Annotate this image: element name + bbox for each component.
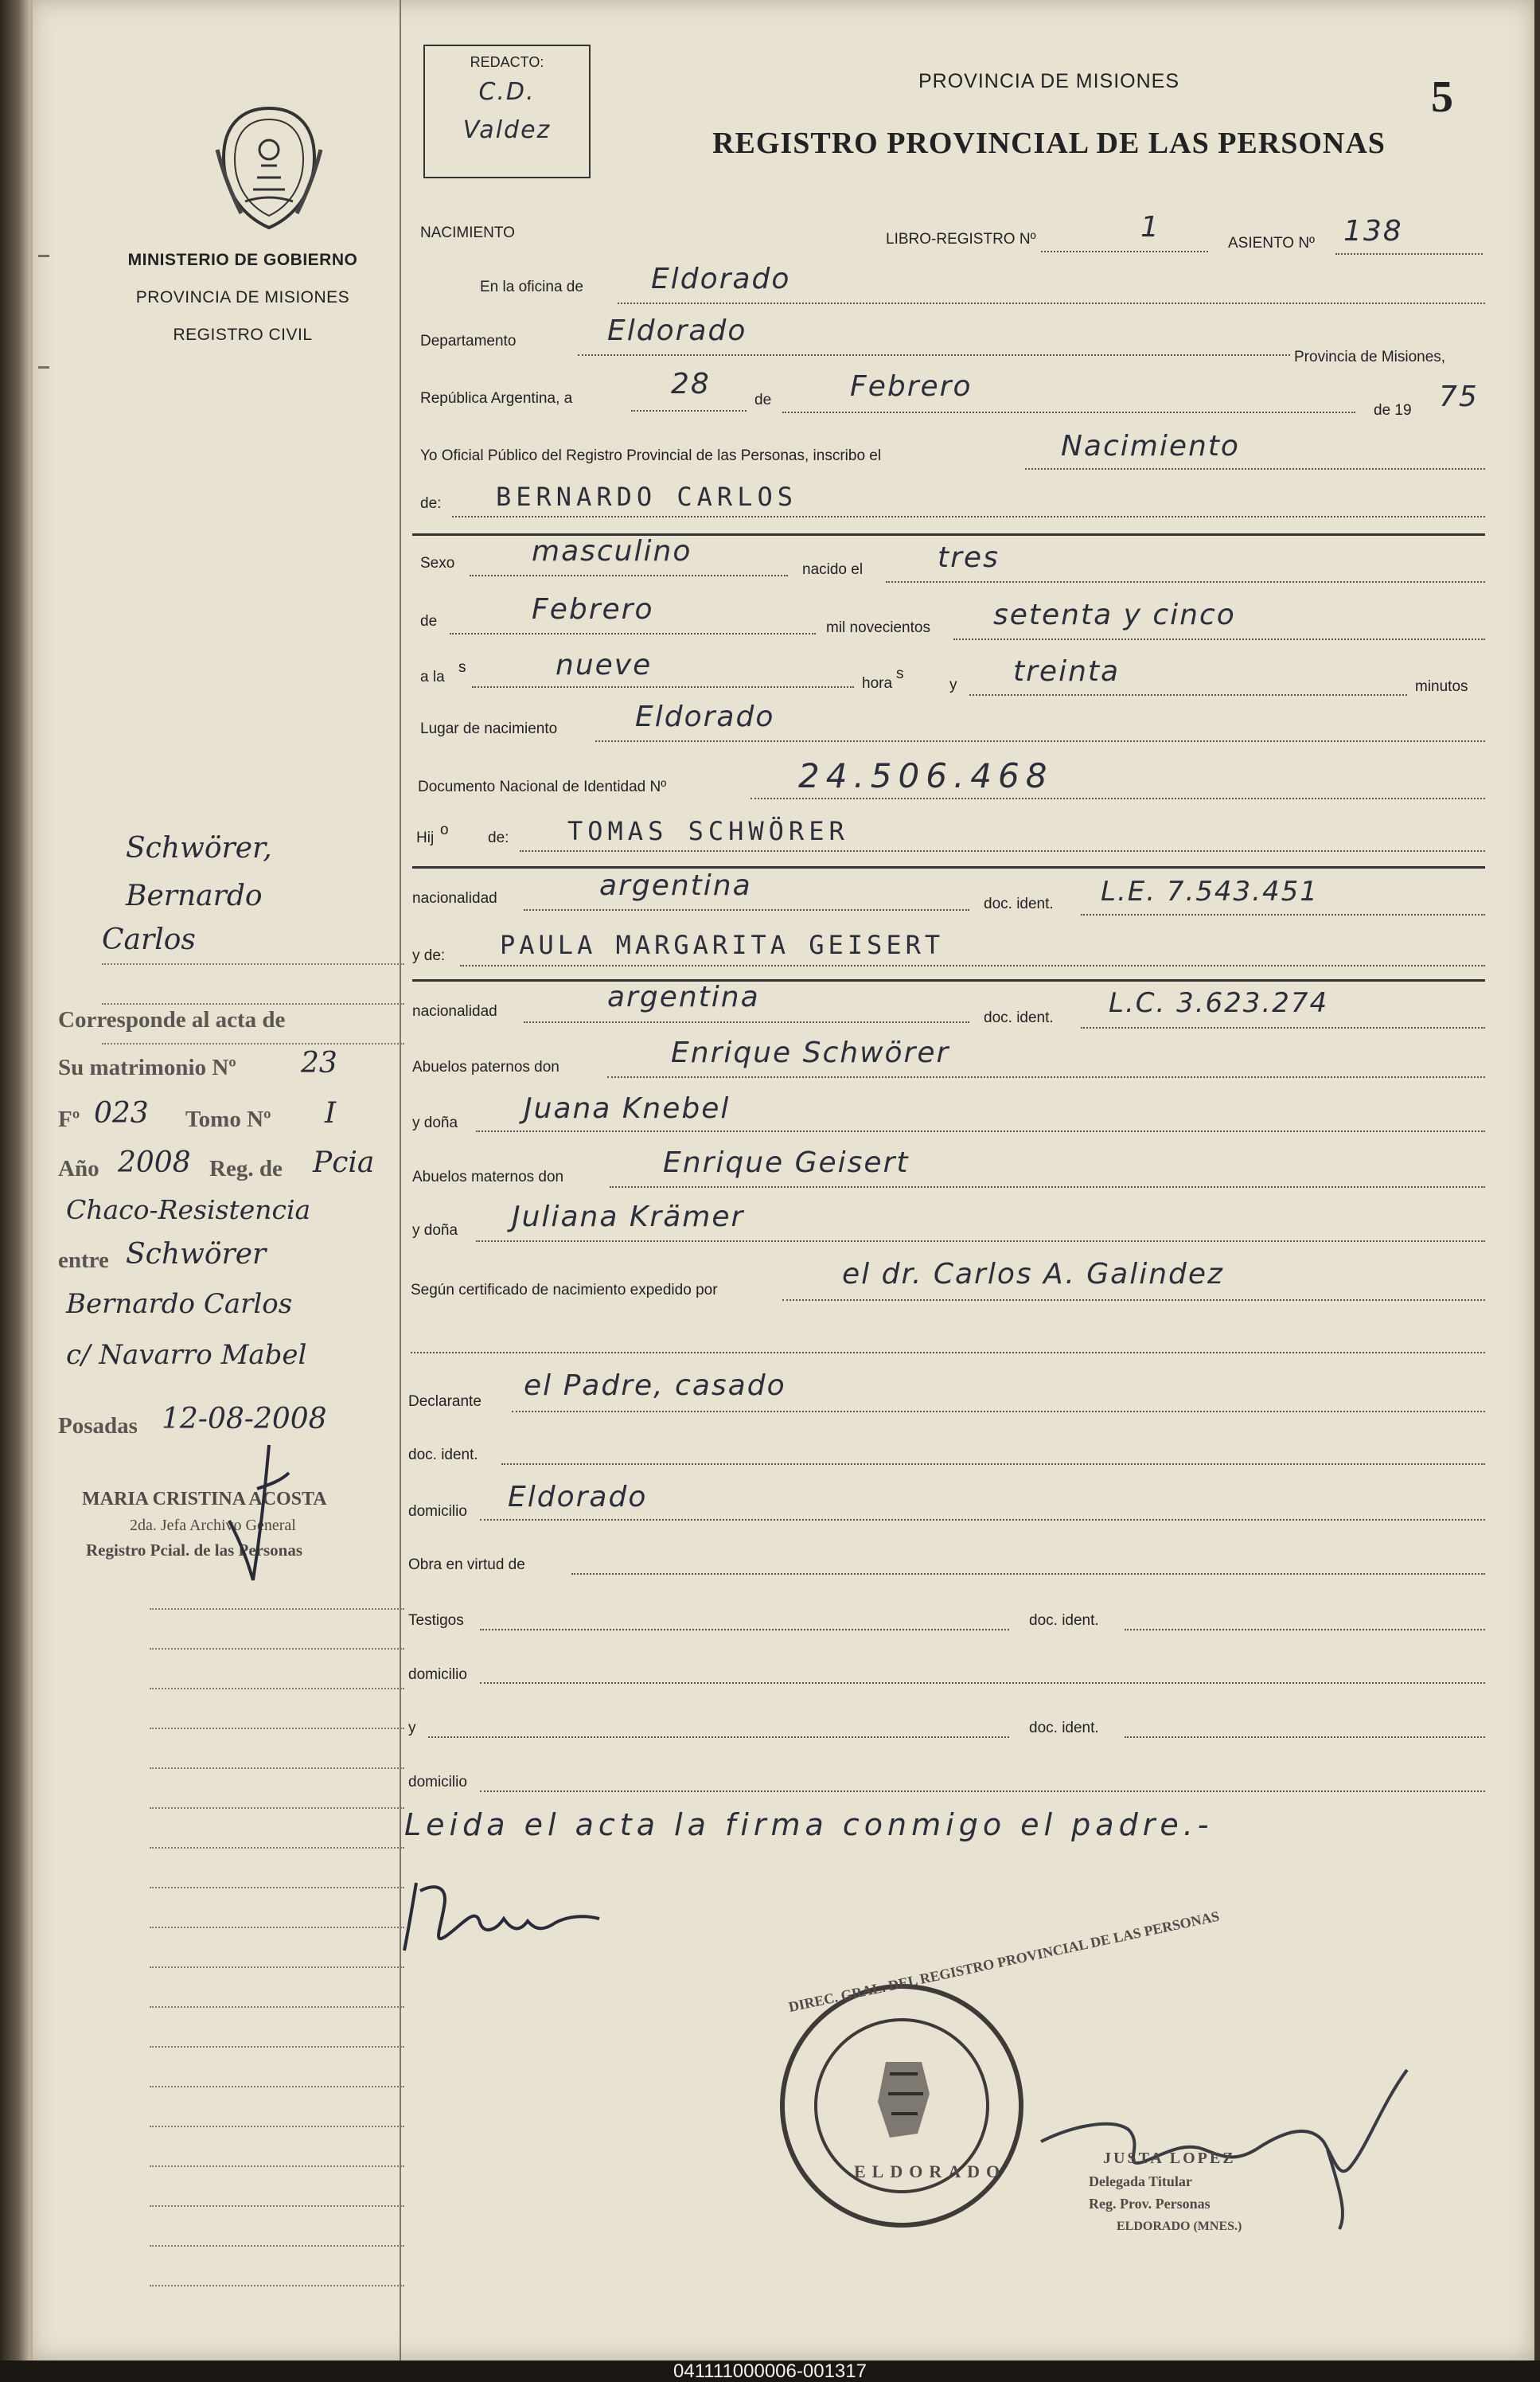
birthplace-line: [595, 740, 1485, 742]
margin-posadas-label: Posadas: [58, 1413, 138, 1439]
address-line: [480, 1519, 1485, 1521]
mother-line: [460, 965, 1485, 966]
margin-line: [150, 1927, 404, 1928]
at-label: a la: [420, 669, 445, 685]
declarant-doc-label: doc. ident.: [408, 1447, 478, 1463]
document-id: 041111000006-001317: [673, 2361, 867, 2382]
minutes-label: minutos: [1415, 678, 1468, 695]
sex-value: masculino: [532, 535, 692, 568]
born-month-label: de: [420, 613, 438, 630]
mother-nationality-label: nacionalidad: [412, 1003, 497, 1020]
year-value: 75: [1439, 381, 1479, 413]
margin-line: [150, 2285, 404, 2286]
margin-matrimonio-label: Su matrimonio Nº: [58, 1055, 236, 1080]
pat-dona-label: y doña: [412, 1115, 458, 1131]
obra-line: [571, 1573, 1485, 1575]
registry-title: REGISTRO PROVINCIAL DE LAS PERSONAS: [712, 127, 1386, 160]
mother-nationality-line: [524, 1021, 969, 1023]
father-nationality-line: [524, 909, 969, 911]
book-spine: [30, 0, 33, 2361]
entry-label: ASIENTO Nº: [1228, 235, 1315, 252]
margin-reg-value: Pcia: [313, 1146, 375, 1179]
minutes-line: [969, 694, 1407, 696]
margin-entre-value: Schwörer: [126, 1238, 267, 1271]
hours-suffix: s: [896, 666, 904, 682]
seal-inner-text: ELDORADO: [854, 2161, 1007, 2181]
seal-ring-text: DIREC. GRAL. DEL REGISTRO PROVINCIAL DE LAS PERSONAS: [787, 1908, 1221, 2015]
minutes-value: treinta: [1013, 655, 1121, 688]
act-line: [1025, 468, 1485, 470]
born-year-line: [953, 638, 1485, 640]
child-name-line: [452, 516, 1485, 517]
mat-grandmother-line: [476, 1240, 1485, 1242]
document-page: [30, 0, 1534, 2361]
day-value: 28: [671, 368, 711, 400]
margin-entre-label: entre: [58, 1248, 109, 1273]
father-nationality: argentina: [599, 869, 752, 902]
margin-groom: Bernardo Carlos: [66, 1288, 293, 1320]
child-of-suffix: o: [440, 822, 449, 838]
margin-line: [102, 963, 404, 965]
pat-grandfather-line: [607, 1076, 1485, 1078]
margin-tomo-number: I: [325, 1097, 337, 1130]
mother-doc-line: [1081, 1027, 1485, 1029]
certificate-line: [782, 1299, 1485, 1301]
book-line: [1041, 251, 1208, 252]
act-value: Nacimiento: [1061, 430, 1240, 463]
mother-doc: L.C. 3.623.274: [1109, 987, 1329, 1019]
republic-de-label: de: [754, 392, 772, 408]
page-number: 5: [1431, 72, 1453, 122]
margin-bride: c/ Navarro Mabel: [66, 1339, 307, 1371]
pat-grandparents-label: Abuelos paternos don: [412, 1059, 559, 1076]
birthplace-value: Eldorado: [635, 701, 775, 733]
dni-label: Documento Nacional de Identidad Nº: [418, 779, 667, 795]
provincial-crest-icon: [209, 102, 329, 233]
office-label: En la oficina de: [480, 279, 583, 295]
department-line: [578, 354, 1290, 356]
redacto-initials: C.D.: [478, 78, 536, 106]
year-prefix: de 19: [1374, 402, 1412, 419]
child-name: BERNARDO CARLOS: [496, 482, 797, 512]
margin-signature: [221, 1441, 293, 1584]
margin-name-line3: Carlos: [102, 924, 196, 956]
margin-line: [150, 2086, 404, 2087]
born-month: Febrero: [532, 593, 654, 626]
child-of-label: Hij: [416, 830, 435, 846]
mother-label: y de:: [412, 947, 446, 964]
province-suffix: Provincia de Misiones,: [1294, 349, 1446, 365]
margin-line: [150, 1767, 404, 1769]
delegate-place: ELDORADO (MNES.): [1117, 2220, 1242, 2233]
declarant-doc-line: [501, 1463, 1485, 1465]
margin-line: [150, 2245, 404, 2247]
margin-line: [150, 2046, 404, 2048]
obra-label: Obra en virtud de: [408, 1556, 525, 1573]
issuer-office: REGISTRO CIVIL: [173, 326, 313, 344]
official-label: Yo Oficial Público del Registro Provincial de las Personas, inscribo el: [420, 447, 882, 464]
delegate-title: Delegada Titular: [1089, 2173, 1192, 2189]
certificate-label: Según certificado de nacimiento expedido por: [411, 1282, 718, 1298]
mother-nationality: argentina: [607, 981, 760, 1013]
witnesses-label: Testigos: [408, 1612, 464, 1629]
certificate-value: el dr. Carlos A. Galindez: [842, 1258, 1224, 1291]
margin-line: [150, 1887, 404, 1888]
margin-matrimonio-number: 23: [301, 1047, 337, 1080]
section-rule: [412, 979, 1485, 982]
issuer-province: PROVINCIA DE MISIONES: [135, 288, 350, 307]
mother-name: PAULA MARGARITA GEISERT: [500, 930, 945, 960]
address-label: domicilio: [408, 1503, 467, 1520]
hour-value: nueve: [556, 649, 653, 681]
certificate-line-2: [411, 1352, 1485, 1353]
born-year: setenta y cinco: [993, 599, 1236, 631]
declarant-line: [512, 1411, 1485, 1412]
record-type-label: NACIMIENTO: [420, 225, 515, 241]
republic-label: República Argentina, a: [420, 390, 573, 407]
father-doc: L.E. 7.543.451: [1101, 876, 1319, 908]
office-line: [618, 303, 1485, 304]
margin-place: Chaco-Resistencia: [66, 1194, 311, 1225]
margin-folio-label: Fº: [58, 1107, 80, 1132]
birthplace-label: Lugar de nacimiento: [420, 720, 558, 737]
section-rule: [412, 866, 1485, 869]
binding-stitch: [38, 366, 49, 369]
margin-date: 12-08-2008: [162, 1403, 327, 1435]
address-value: Eldorado: [508, 1481, 648, 1513]
margin-tomo-label: Tomo Nº: [185, 1107, 271, 1132]
margin-reg-label: Reg. de: [209, 1156, 283, 1181]
thousand-label: mil novecientos: [826, 619, 930, 636]
dni-line: [751, 798, 1485, 799]
margin-line: [150, 2126, 404, 2127]
pat-grandmother-line: [476, 1130, 1485, 1132]
declarant-signature: [400, 1875, 607, 1962]
witness2-line: [428, 1736, 1009, 1738]
witness2-address-line: [480, 1790, 1485, 1792]
witness-doc-label: doc. ident.: [1029, 1612, 1099, 1629]
father-doc-label: doc. ident.: [984, 896, 1054, 912]
delegate-office: Reg. Prov. Personas: [1089, 2196, 1211, 2212]
margin-line: [102, 1003, 404, 1005]
redacto-label: REDACTO:: [470, 54, 544, 70]
witness2-address-label: domicilio: [408, 1774, 467, 1790]
redacto-name: Valdez: [462, 116, 552, 144]
sex-line: [470, 575, 788, 576]
book-value: 1: [1140, 211, 1160, 244]
margin-official-title: 2da. Jefa Archivo General: [130, 1517, 296, 1534]
mat-grandfather: Enrique Geisert: [663, 1146, 910, 1179]
margin-line: [150, 1728, 404, 1729]
margin-corresponde: Corresponde al acta de: [58, 1007, 286, 1033]
witness2-doc-label: doc. ident.: [1029, 1720, 1099, 1736]
declarant-value: el Padre, casado: [524, 1369, 786, 1402]
witness-doc-line: [1125, 1629, 1485, 1630]
margin-line: [150, 1847, 404, 1849]
mother-doc-label: doc. ident.: [984, 1009, 1054, 1026]
margin-column: [58, 0, 401, 2361]
ministry-name: MINISTERIO DE GOBIERNO: [127, 251, 358, 269]
margin-name-line2: Bernardo: [126, 880, 263, 912]
born-day-line: [886, 581, 1485, 583]
father-nationality-label: nacionalidad: [412, 890, 497, 907]
month-line: [782, 412, 1355, 413]
delegate-signature: [1025, 2054, 1423, 2237]
mat-grandfather-line: [610, 1186, 1485, 1188]
redacto-box: [423, 45, 591, 178]
binding-stitch: [38, 255, 49, 257]
witness-address-line: [480, 1682, 1485, 1684]
dni-value: 24.506.468: [798, 756, 1054, 795]
office-value: Eldorado: [651, 263, 791, 295]
witness-address-label: domicilio: [408, 1666, 467, 1683]
margin-line: [102, 1043, 404, 1045]
child-of-de: de:: [488, 830, 509, 846]
previous-page-edge: [0, 0, 32, 2382]
born-day: tres: [938, 541, 1000, 574]
department-value: Eldorado: [607, 314, 747, 347]
delegate-name: JUSTA LOPEZ: [1103, 2150, 1236, 2167]
book-label: LIBRO-REGISTRO Nº: [886, 231, 1036, 248]
at-suffix: s: [458, 659, 466, 676]
declarant-label: Declarante: [408, 1393, 481, 1410]
witness2-y-label: y: [408, 1720, 416, 1736]
mat-grandparents-label: Abuelos maternos don: [412, 1169, 564, 1185]
margin-line: [150, 1648, 404, 1650]
father-doc-line: [1081, 914, 1485, 916]
of-label: de:: [420, 495, 442, 512]
born-month-line: [450, 633, 816, 635]
margin-ano-value: 2008: [118, 1146, 191, 1179]
pat-grandmother: Juana Knebel: [524, 1092, 731, 1125]
born-label: nacido el: [802, 561, 864, 578]
margin-line: [150, 2006, 404, 2008]
pat-grandfather: Enrique Schwörer: [671, 1037, 950, 1069]
month-value: Febrero: [850, 370, 973, 403]
father-line: [520, 850, 1485, 852]
official-seal-icon: [770, 1974, 1033, 2237]
margin-ano-label: Año: [58, 1156, 99, 1181]
margin-line: [150, 1966, 404, 1968]
margin-line: [150, 2165, 404, 2167]
witness-line: [480, 1629, 1009, 1630]
province-title: PROVINCIA DE MISIONES: [918, 70, 1179, 92]
margin-line: [150, 1608, 404, 1610]
mat-grandmother: Juliana Krämer: [512, 1201, 745, 1233]
mat-dona-label: y doña: [412, 1222, 458, 1239]
margin-official-office: Registro Pcial. de las Personas: [86, 1540, 302, 1560]
entry-value: 138: [1343, 215, 1403, 248]
entry-line: [1335, 253, 1483, 255]
margin-line: [150, 1807, 404, 1809]
hours-label: hora: [862, 675, 893, 692]
witness2-doc-line: [1125, 1736, 1485, 1738]
margin-line: [150, 2205, 404, 2207]
sex-label: Sexo: [420, 555, 455, 572]
day-line: [631, 410, 747, 412]
margin-name-line1: Schwörer,: [126, 832, 272, 865]
margin-official-name: MARIA CRISTINA ACOSTA: [82, 1489, 327, 1509]
father-name: TOMAS SCHWÖRER: [567, 816, 849, 846]
margin-folio-number: 023: [94, 1097, 149, 1130]
hour-line: [472, 686, 854, 688]
department-label: Departamento: [420, 333, 517, 349]
closing-text: Leida el acta la firma conmigo el padre.-: [404, 1807, 1214, 1842]
and-label: y: [949, 677, 957, 693]
margin-line: [150, 1688, 404, 1689]
